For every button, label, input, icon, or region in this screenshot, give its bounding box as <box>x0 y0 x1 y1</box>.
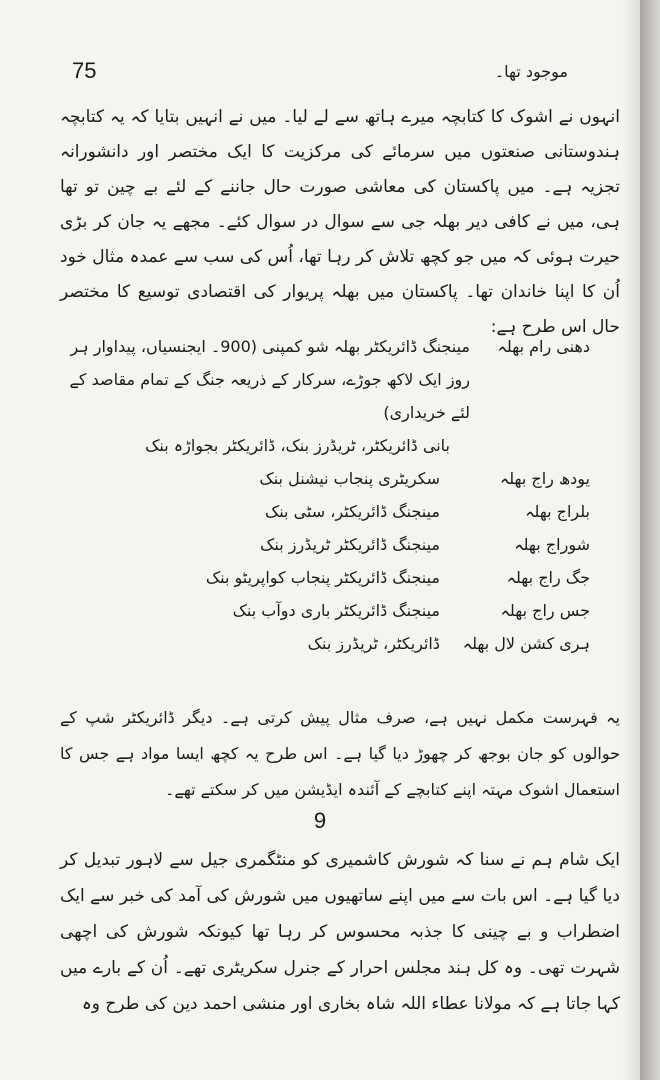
person-position: مینجنگ ڈائریکٹر باری دوآب بنک <box>232 601 440 620</box>
person-position: مینجنگ ڈائریکٹر پنجاب کواپریٹو بنک <box>205 568 440 587</box>
chapter-number: 9 <box>313 808 327 833</box>
person-position: سکریٹری پنجاب نیشنل بنک <box>259 469 440 488</box>
person-position: مینجنگ ڈائریکٹر، سٹی بنک <box>264 502 440 521</box>
person-name: یودھ راج بھلہ <box>499 469 590 488</box>
paragraph-intro: انہوں نے اشوک کا کتابچہ میرے ہاتھ سے لے لیا۔ میں نے انہیں بتایا کہ یہ کتابچہ ہندوستانی صنعتوں میں سرمائے کی مرکزیت کا ایک مختصر اور دانشورانہ تجزیہ ہے۔ میں پاکستان کی معاشی صورت حال جاننے کے لئے بے چین تو تھا ہی، میں نے کافی دیر بھلہ جی سے سوال در سوال کئے۔ مجھے یہ جان کر بڑی حیرت ہوئی کہ میں جو کچھ تلاش کر رہا تھا، اُس کی سب سے عمدہ مثال خود اُن کا اپنا خاندان تھا۔ پاکستان میں بھلہ پریوار کی اقتصادی توسیع کا مختصر حال اس طرح ہے: <box>60 107 620 337</box>
list-item <box>60 594 590 627</box>
person-position: بانی ڈائریکٹر، ٹریڈرز بنک، ڈائریکٹر بجواڑہ بنک <box>145 436 450 455</box>
person-position: مینجنگ ڈائریکٹر بھلہ شو کمپنی (900۔ ایجنسیاں، پیداوار ہر روز ایک لاکھ جوڑے، سرکار کے ذریعہ جنگ کے تمام مقاصد کے لئے خریداری) <box>69 337 470 422</box>
page-edge <box>640 0 660 1080</box>
list-item <box>60 429 590 462</box>
person-name: دھنی رام بھلہ <box>497 337 590 356</box>
person-name: بلراج بھلہ <box>525 502 590 521</box>
list-item <box>60 561 590 594</box>
person-position: مینجنگ ڈائریکٹر ٹریڈرز بنک <box>260 535 440 554</box>
person-name: شوراج بھلہ <box>514 535 590 554</box>
person-name: ہری کشن لال بھلہ <box>462 634 590 653</box>
person-name: جگ راج بھلہ <box>506 568 590 587</box>
directorship-list <box>60 330 590 660</box>
person-position: ڈائریکٹر، ٹریڈرز بنک <box>307 634 440 653</box>
paragraph-chapter-start: ایک شام ہم نے سنا کہ شورش کاشمیری کو منٹگمری جیل سے لاہور تبدیل کر دیا گیا ہے۔ اس بات سے میں اپنے ساتھیوں میں شورش کی آمد کی خبر سے ایک اضطراب و بے چینی کا جذبہ محسوس کر رہا تھا کیونکہ شورش کی اچھی شہرت تھی۔ وہ کل ہند مجلس احرار کے جنرل سکریٹری تھے۔ اُن کے بارے میں کہا جاتا ہے کہ مولانا عطاء اللہ شاہ بخاری اور منشی احمد دین کی طرح وہ <box>60 850 620 1014</box>
list-item <box>60 330 590 429</box>
list-item <box>60 462 590 495</box>
list-item <box>60 627 590 660</box>
list-item <box>60 495 590 528</box>
carryover-text: موجود تھا۔ <box>494 62 568 81</box>
paragraph-list-note: یہ فہرست مکمل نہیں ہے، صرف مثال پیش کرتی ہے۔ دیگر ڈائریکٹر شپ کے حوالوں کو جان بوجھ کر چھوڑ دیا گیا ہے۔ اس طرح یہ کچھ ایسا مواد ہے جس کا استعمال اشوک مہتہ اپنے کتابچے کے آئندہ ایڈیشن میں کر سکتے تھے۔ <box>60 708 620 799</box>
page-number: 75 <box>72 58 97 83</box>
list-item <box>60 528 590 561</box>
person-name: جس راج بھلہ <box>500 601 590 620</box>
